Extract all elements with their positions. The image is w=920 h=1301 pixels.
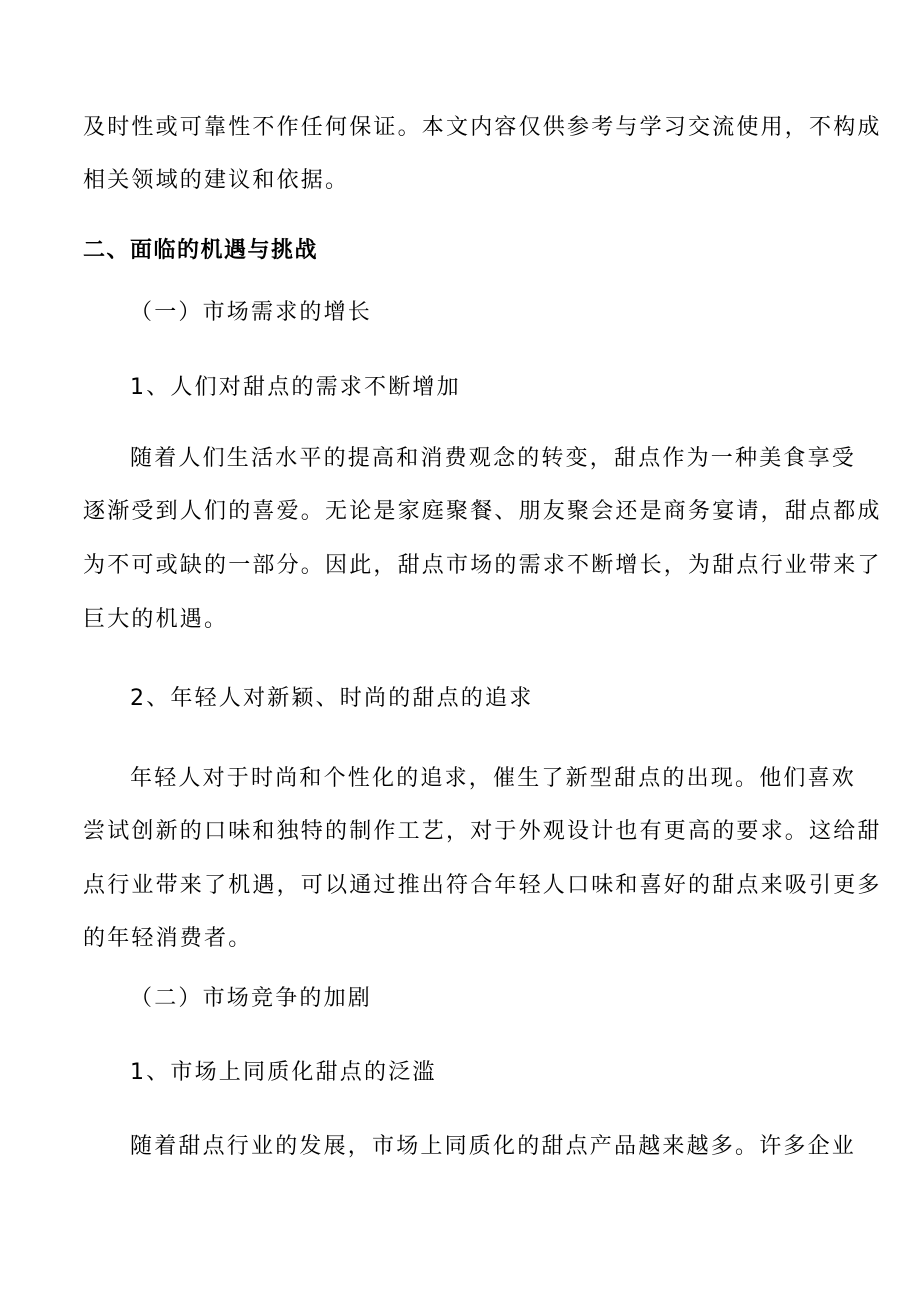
item-title-1-1: 1、人们对甜点的需求不断增加 (130, 375, 461, 400)
paragraph-1-line-2: 逐渐受到人们的喜爱。无论是家庭聚餐、朋友聚会还是商务宴请，甜点都成 (83, 499, 882, 524)
paragraph-1-line-4: 巨大的机遇。 (83, 607, 229, 632)
intro-line-2: 相关领域的建议和依据。 (83, 168, 350, 193)
subsection-title-1: （一）市场需求的增长 (130, 300, 373, 325)
paragraph-3-line-1: 随着甜点行业的发展，市场上同质化的甜点产品越来越多。许多企业 (130, 1134, 857, 1159)
subsection-title-2: （二）市场竞争的加剧 (130, 986, 373, 1011)
paragraph-2-line-3: 点行业带来了机遇，可以通过推出符合年轻人口味和喜好的甜点来吸引更多 (83, 873, 882, 898)
paragraph-2-line-2: 尝试创新的口味和独特的制作工艺，对于外观设计也有更高的要求。这给甜 (83, 819, 882, 844)
paragraph-2-line-4: 的年轻消费者。 (83, 926, 253, 951)
item-title-2-1: 1、市场上同质化甜点的泛滥 (130, 1060, 437, 1085)
paragraph-2-line-1: 年轻人对于时尚和个性化的追求，催生了新型甜点的出现。他们喜欢 (130, 766, 857, 791)
section-title: 二、面临的机遇与挑战 (83, 238, 319, 263)
intro-line-1: 及时性或可靠性不作任何保证。本文内容仅供参考与学习交流使用，不构成 (83, 115, 882, 140)
paragraph-1-line-1: 随着人们生活水平的提高和消费观念的转变，甜点作为一种美食享受 (130, 446, 857, 471)
paragraph-1-line-3: 为不可或缺的一部分。因此，甜点市场的需求不断增长，为甜点行业带来了 (83, 553, 882, 578)
item-title-1-2: 2、年轻人对新颖、时尚的甜点的追求 (130, 686, 534, 711)
